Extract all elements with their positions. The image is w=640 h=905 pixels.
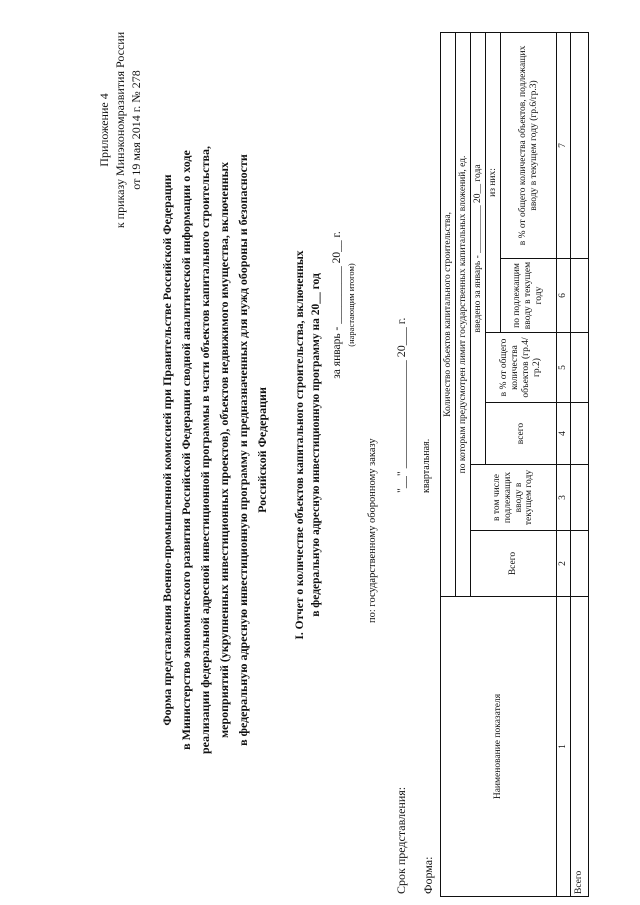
table-cell [571, 259, 589, 333]
column-number: 6 [557, 259, 571, 333]
introduced-header: введено за январь - __________ 20__ года [471, 32, 486, 464]
column-number: 7 [557, 32, 571, 258]
appendix-date: от 19 мая 2014 г. № 278 [129, 70, 143, 190]
table-cell [571, 531, 589, 597]
col-header-pct-due: в % от общего количества объектов, подлежащих вводу в текущем году (гр.6/гр.3) [501, 32, 557, 258]
table-cell [571, 465, 589, 531]
group-subheader: по которым предусмотрен лимит государственных капитальных вложений, ед. [456, 32, 471, 596]
column-number: 4 [557, 403, 571, 465]
appendix-block [96, 15, 144, 245]
table-cell [571, 32, 589, 258]
appendix-number: Приложение 4 [97, 93, 111, 167]
form-title-line: в Министерство экономического развития Российской Федерации сводной аналитической информации о ходе [179, 150, 193, 750]
period-line: за январь - __________ 20__ г. [331, 231, 343, 379]
form-type-label: Форма: [421, 856, 435, 894]
section-title-line: в федеральную адресную инвестиционную программу на 20__ год [310, 273, 322, 617]
form-title-line: мероприятий (укрупненных инвестиционных проектов), объектов недвижимого имущества, включенных [217, 161, 231, 739]
form-type-value: квартальная. [421, 438, 432, 493]
section-title [292, 215, 324, 675]
col-header-due-current-year: в том числе подлежащих вводу в текущем году [471, 465, 557, 531]
row-label: Всего [571, 597, 589, 897]
col-header-due: по подлежащим вводу в текущем году [501, 259, 557, 333]
form-title-line: Российской Федерации [255, 387, 269, 513]
col-header-pct-total: в % от общего количества объектов (гр.4/гр.2) [486, 333, 557, 403]
form-title-line: Форма представления Военно-промышленной комиссией при Правительстве Российской Федерации [160, 174, 174, 726]
section-title-line: I. Отчет о количестве объектов капитального строительства, включенных [294, 250, 306, 640]
order-line: по: государственному оборонному заказу [367, 438, 378, 623]
of-them-header: из них: [486, 32, 501, 332]
column-number: 5 [557, 333, 571, 403]
objects-table [440, 32, 589, 897]
form-title-line: в федеральную адресную инвестиционную программу и предназначенных для нужд обороны и безопасности [236, 154, 250, 746]
table-cell [571, 403, 589, 465]
column-number: 2 [557, 531, 571, 597]
column-number: 1 [557, 597, 571, 897]
column-number: 3 [557, 465, 571, 531]
col-header-total: Всего [471, 531, 557, 597]
col-header-introduced-total: всего [486, 403, 557, 465]
table-cell [571, 333, 589, 403]
group-header: Количество объектов капитального строительства, [441, 32, 456, 596]
col-header-name: Наименование показателя [441, 597, 557, 897]
period-note: (нарастающим итогом) [346, 263, 356, 347]
form-title-line: реализации федеральной адресной инвестиционной программы в части объектов капитального строительства, [198, 145, 212, 755]
deadline-value: "__" __________________ 20___ г. [394, 317, 408, 493]
deadline-label: Срок представления: [394, 786, 408, 894]
form-title [158, 15, 272, 885]
appendix-order: к приказу Минэкономразвития России [113, 31, 127, 229]
table-row [571, 32, 589, 896]
column-numbers-row [557, 32, 571, 896]
